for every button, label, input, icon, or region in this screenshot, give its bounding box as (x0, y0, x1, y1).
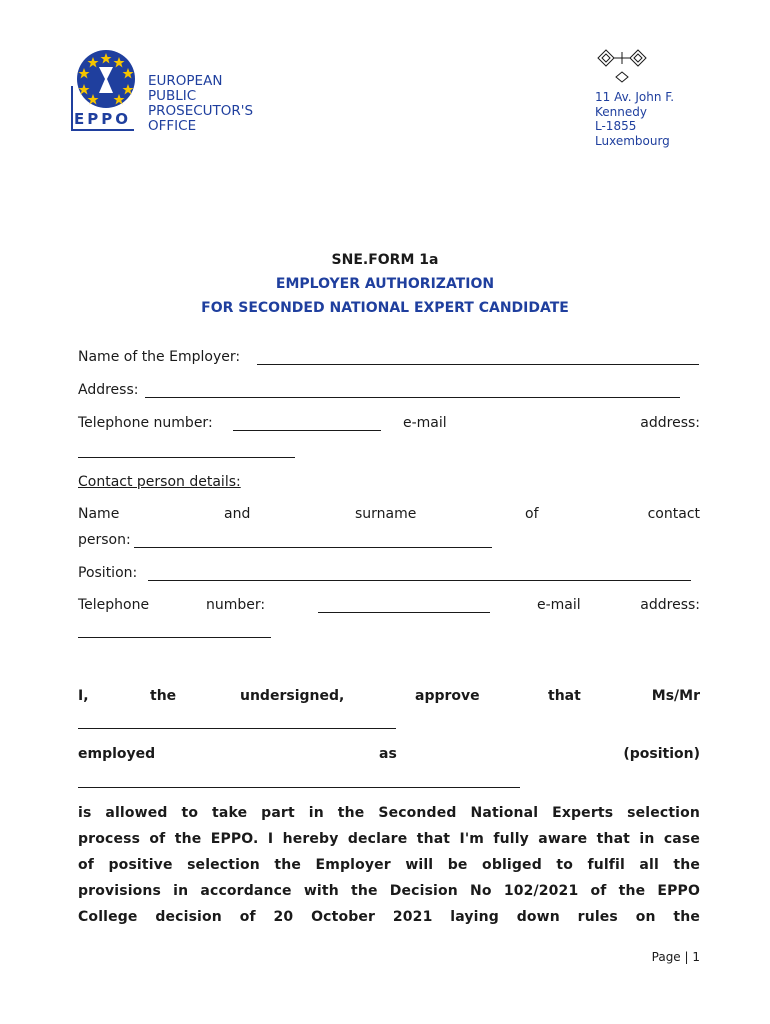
declaration-word: the (150, 688, 177, 704)
logo-abbreviation: EPPO (74, 110, 131, 128)
employee-position-field[interactable] (78, 787, 520, 788)
form-code: SNE.FORM 1a (331, 252, 439, 268)
form-title-line-2: FOR SECONDED NATIONAL EXPERT CANDIDATE (201, 300, 569, 316)
eppo-logo (70, 48, 140, 132)
email-address-label: address: (640, 415, 700, 431)
declaration-word: that (548, 688, 581, 704)
form-title-line-1: EMPLOYER AUTHORIZATION (275, 276, 495, 292)
employee-name-field[interactable] (78, 728, 396, 729)
contact-telephone-field[interactable] (318, 612, 490, 613)
position-label: Position: (78, 565, 138, 581)
employer-name-field[interactable] (257, 364, 699, 365)
position-hint: (position) (623, 746, 700, 762)
declaration-word: Ms/Mr (651, 688, 700, 704)
contact-heading: Contact person details: (78, 474, 241, 490)
page-number: Page | 1 (651, 950, 700, 964)
scales-emblem-icon (594, 46, 650, 86)
contact-name-word: and (224, 506, 251, 522)
contact-number-label: number: (206, 597, 266, 613)
contact-telephone-label: Telephone (78, 597, 150, 613)
declaration-word: I, (78, 688, 89, 704)
declaration-word: approve (415, 688, 480, 704)
organization-name: EUROPEAN PUBLIC PROSECUTOR'S OFFICE (148, 73, 254, 134)
contact-email-field[interactable] (78, 637, 271, 638)
employer-name-label: Name of the Employer: (78, 349, 241, 365)
contact-name-field[interactable] (134, 547, 492, 548)
contact-name-word: of (525, 506, 539, 522)
declaration-word: undersigned, (240, 688, 345, 704)
contact-name-word: surname (355, 506, 417, 522)
as-label: as (379, 746, 397, 762)
address-field[interactable] (145, 397, 680, 398)
office-address: 11 Av. John F. Kennedy L-1855 Luxembourg (595, 90, 675, 148)
telephone-label: Telephone number: (78, 415, 213, 431)
employed-label: employed (78, 746, 156, 762)
contact-email-address-label: address: (640, 597, 700, 613)
address-label: Address: (78, 382, 139, 398)
contact-person-label: person: (78, 532, 131, 548)
position-field[interactable] (148, 580, 691, 581)
telephone-field[interactable] (233, 430, 381, 431)
contact-name-word: Name (78, 506, 120, 522)
email-field[interactable] (78, 457, 295, 458)
contact-name-word: contact (647, 506, 700, 522)
contact-email-label: e-mail (537, 597, 581, 613)
email-label: e-mail (403, 415, 447, 431)
declaration-paragraph: is allowed to take part in the Seconded National Experts selection process of the EPPO. I hereby declare that I'm fully aware that in case of positive selection the Employer will be obliged to fulfil all the provisions in accordance with the Decision No 102/2021 of the EPPO College decision of 20 October 2021 laying down rules on the (78, 805, 700, 925)
